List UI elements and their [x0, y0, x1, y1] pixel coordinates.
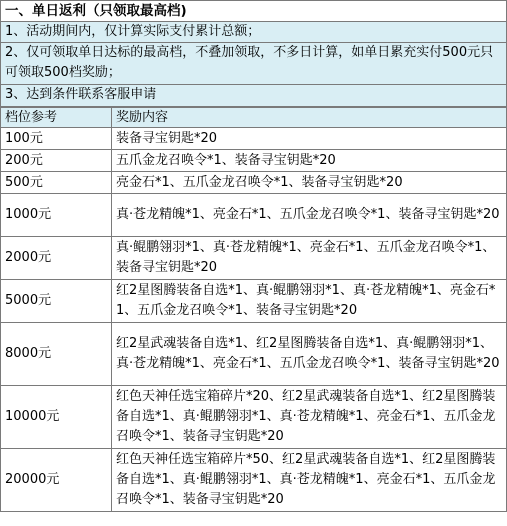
- tier-cell: 20000元: [1, 449, 112, 512]
- reward-table: [0, 107, 507, 512]
- reward-cell: 五爪金龙召唤令*1、装备寻宝钥匙*20: [112, 150, 507, 172]
- section-title: 一、单日返利（只领取最高档): [0, 0, 507, 22]
- table-row: [1, 128, 507, 150]
- reward-cell: 红2星武魂装备自选*1、红2星图腾装备自选*1、真·鲲鹏翎羽*1、真·苍龙精魄*1、亮金石*1、五爪金龙召唤令*1、装备寻宝钥匙*20: [112, 323, 507, 386]
- reward-cell: 红色天神任选宝箱碎片*50、红2星武魂装备自选*1、红2星图腾装备自选*1、真·鲲鹏翎羽*1、真·苍龙精魄*1、亮金石*1、五爪金龙召唤令*1、装备寻宝钥匙*20: [112, 449, 507, 512]
- table-row: [1, 194, 507, 237]
- reward-column-header: 奖励内容: [112, 108, 507, 128]
- table-row: [1, 386, 507, 449]
- table-header-row: [1, 108, 507, 128]
- table-row: [1, 280, 507, 323]
- table-row: [1, 150, 507, 172]
- tier-cell: 100元: [1, 128, 112, 150]
- rule-note-3: 3、达到条件联系客服申请: [1, 85, 506, 107]
- reward-cell: 真·鲲鹏翎羽*1、真·苍龙精魄*1、亮金石*1、五爪金龙召唤令*1、装备寻宝钥匙*20: [112, 237, 507, 280]
- tier-cell: 5000元: [1, 280, 112, 323]
- reward-cell: 红2星图腾装备自选*1、真·鲲鹏翎羽*1、真·苍龙精魄*1、亮金石*1、五爪金龙召唤令*1、装备寻宝钥匙*20: [112, 280, 507, 323]
- tier-cell: 200元: [1, 150, 112, 172]
- reward-cell: 真·苍龙精魄*1、亮金石*1、五爪金龙召唤令*1、装备寻宝钥匙*20: [112, 194, 507, 237]
- reward-cell: 亮金石*1、五爪金龙召唤令*1、装备寻宝钥匙*20: [112, 172, 507, 194]
- tier-column-header: 档位参考: [1, 108, 112, 128]
- tier-cell: 500元: [1, 172, 112, 194]
- rule-note-1: 1、活动期间内，仅计算实际支付累计总额；: [1, 22, 506, 43]
- table-row: [1, 449, 507, 512]
- reward-cell: 红色天神任选宝箱碎片*20、红2星武魂装备自选*1、红2星图腾装备自选*1、真·鲲鹏翎羽*1、真·苍龙精魄*1、亮金石*1、五爪金龙召唤令*1、装备寻宝钥匙*20: [112, 386, 507, 449]
- table-row: [1, 172, 507, 194]
- tier-cell: 2000元: [1, 237, 112, 280]
- tier-cell: 8000元: [1, 323, 112, 386]
- tier-cell: 1000元: [1, 194, 112, 237]
- rule-note-2: 2、仅可领取单日达标的最高档，不叠加领取，不多日计算，如单日累充实付500元只可领取500档奖励；: [1, 43, 506, 85]
- tier-cell: 10000元: [1, 386, 112, 449]
- table-row: [1, 237, 507, 280]
- reward-cell: 装备寻宝钥匙*20: [112, 128, 507, 150]
- rules-notes: [0, 22, 507, 107]
- table-row: [1, 323, 507, 386]
